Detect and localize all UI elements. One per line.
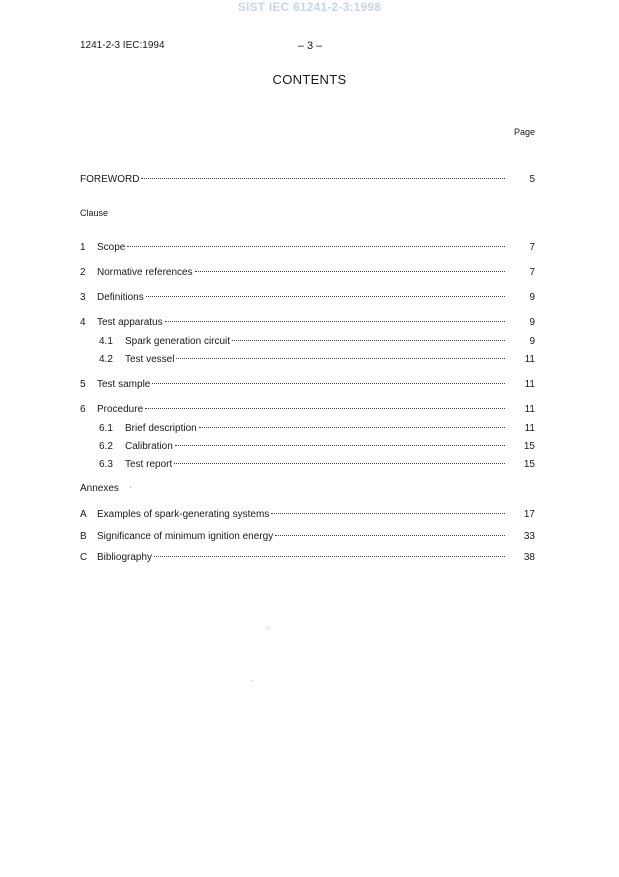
toc-entry-label: Definitions	[97, 292, 144, 303]
dot-leader	[199, 415, 505, 428]
toc-entry-page: 7	[529, 267, 535, 278]
dot-leader	[271, 501, 505, 514]
toc-entry-scope[interactable]	[80, 237, 535, 254]
annexes-label: Annexes	[80, 483, 119, 494]
toc-entry-normative-references[interactable]	[80, 262, 535, 279]
toc-entry-page: 9	[529, 336, 535, 347]
dot-leader	[232, 328, 505, 341]
toc-entry-number: 4	[80, 317, 86, 328]
toc-entry-label: Test vessel	[125, 354, 175, 365]
dot-leader	[154, 544, 505, 557]
toc-entry-page: 17	[523, 509, 535, 520]
page-number: – 3 –	[297, 40, 323, 52]
toc-entry-label: Test sample	[97, 379, 151, 390]
toc-entry-label: Scope	[97, 242, 126, 253]
dot-leader	[146, 284, 505, 297]
toc-entry-test-sample[interactable]	[80, 374, 535, 391]
toc-entry-page: 9	[529, 317, 535, 328]
toc-entry-annex-a[interactable]	[80, 504, 535, 521]
toc-entry-label: Spark generation circuit	[125, 336, 231, 347]
toc-entry-page: 7	[529, 242, 535, 253]
toc-entry-page: 33	[523, 531, 535, 542]
dot-leader	[176, 346, 505, 359]
toc-entry-number: 4.2	[99, 354, 113, 365]
toc-entry-annex-c[interactable]	[80, 547, 535, 564]
toc-entry-page: 11	[524, 379, 535, 390]
toc-entry-definitions[interactable]	[80, 287, 535, 304]
dot-leader	[175, 433, 505, 446]
toc-entry-number: 3	[80, 292, 86, 303]
toc-entry-page: 15	[523, 441, 535, 452]
dot-leader	[174, 451, 505, 464]
dot-leader	[145, 396, 505, 409]
toc-entry-label: Procedure	[97, 404, 144, 415]
toc-entry-number: 5	[80, 379, 86, 390]
scan-speck	[268, 628, 269, 629]
toc-entry-test-apparatus[interactable]	[80, 312, 535, 329]
toc-entry-number: 2	[80, 267, 86, 278]
toc-entry-page: 15	[523, 459, 535, 470]
toc-entry-number: 6.1	[99, 423, 113, 434]
toc-entry-number: 6.2	[99, 441, 113, 452]
toc-entry-foreword[interactable]	[80, 169, 535, 186]
dot-leader	[127, 234, 505, 247]
toc-entry-label: Calibration	[125, 441, 173, 452]
dot-leader	[152, 371, 505, 384]
toc-entry-page: 38	[523, 552, 535, 563]
toc-entry-number: A	[80, 509, 87, 520]
toc-entry-page: 9	[529, 292, 535, 303]
scan-speck	[130, 487, 131, 488]
toc-entry-page: 11	[524, 354, 535, 365]
clause-label: Clause	[80, 208, 109, 218]
toc-entry-page: 5	[529, 174, 535, 185]
scan-speck	[251, 680, 252, 681]
toc-entry-label: Normative references	[97, 267, 193, 278]
toc-entry-test-vessel[interactable]	[99, 349, 535, 366]
page-column-label: Page	[513, 127, 535, 137]
toc-entry-label: Significance of minimum ignition energy	[97, 531, 274, 542]
toc-entry-number: 6	[80, 404, 86, 415]
toc-entry-number: 6.3	[99, 459, 113, 470]
toc-entry-label: Test apparatus	[97, 317, 163, 328]
dot-leader	[195, 259, 505, 272]
toc-entry-number: C	[80, 552, 88, 563]
toc-entry-page: 11	[524, 404, 535, 415]
page-title: CONTENTS	[272, 72, 347, 87]
toc-entry-number: 4.1	[99, 336, 113, 347]
toc-entry-label: Brief description	[125, 423, 197, 434]
toc-entry-test-report[interactable]	[99, 454, 535, 471]
dot-leader	[165, 309, 505, 322]
document-reference: 1241-2-3 IEC:1994	[80, 40, 165, 51]
toc-entry-procedure[interactable]	[80, 399, 535, 416]
dot-leader	[141, 166, 505, 179]
toc-entry-number: 1	[80, 242, 86, 253]
toc-entry-label: Bibliography	[97, 552, 153, 563]
toc-entry-label: Test report	[125, 459, 173, 470]
toc-entry-label: FOREWORD	[80, 174, 140, 185]
toc-entry-page: 11	[524, 423, 535, 434]
toc-entry-label: Examples of spark-generating systems	[97, 509, 270, 520]
dot-leader	[275, 523, 505, 536]
watermark: SIST IEC 61241-2-3:1998	[237, 0, 382, 14]
toc-entry-annex-b[interactable]	[80, 526, 535, 543]
toc-entry-number: B	[80, 531, 87, 542]
